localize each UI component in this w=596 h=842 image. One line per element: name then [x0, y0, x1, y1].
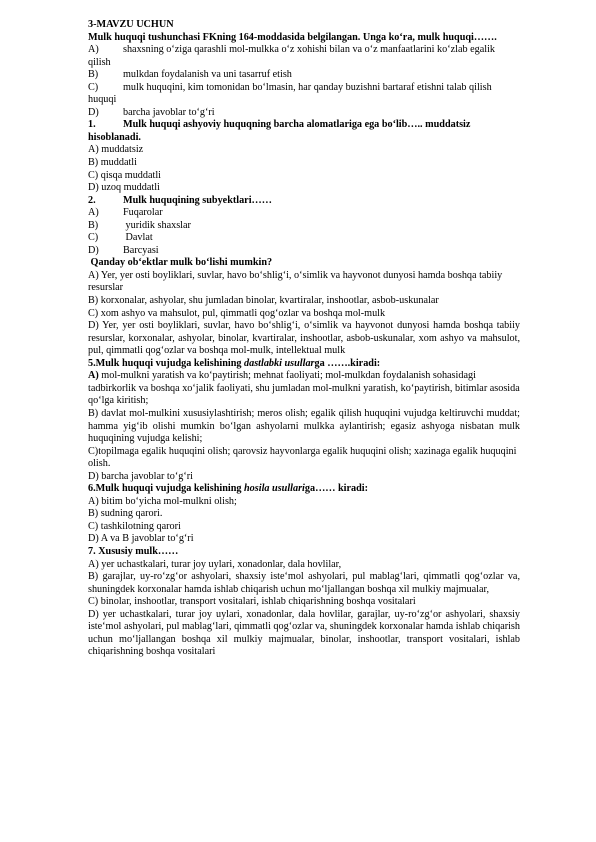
q7-option-a: A) yer uchastkalari, turar joy uylari, xonadonlar, dala hovlilar, [88, 558, 342, 570]
option-text: mulkdan foydalanish va uni tasarruf etish [123, 69, 292, 81]
q0-option-c [88, 82, 520, 107]
q6-option-a: A) bitim boʻyicha mol-mulkni olish; [88, 495, 237, 507]
question-text-end: ga …….kiradi: [314, 357, 381, 369]
question-text-start: 5.Mulk huquqi vujudga kelishining [88, 357, 245, 369]
q1-option-a: A) muddatsiz [88, 144, 144, 156]
option-text: mulk huquqini, kim tomonidan boʻlmasin, har qanday buzishni bartaraf etishni talab qilish huquqi [88, 81, 492, 106]
question-text: Mulk huquqi ashyoviy huquqning barcha alomatlariga ega boʻlib….. muddatsiz hisoblanadi. [88, 119, 471, 143]
option-letter: D) [88, 106, 99, 118]
q3-option-d: D) Yer, yer osti boyliklari, suvlar, havo boʻshligʻi, oʻsimlik va hayvonot dunyosi hamda boshqa tabiiy resurslar, korxonalar, ashyolar, binolar, kvartiralar, inshootlar, asbob-uskunalar, xom ashyo va mahsulot, pul, qimmatli qogʻozlar va boshqa mol-mulk, intellektual mulk [88, 320, 520, 357]
question-7: 7. Xususiy mulk…… [88, 545, 179, 557]
option-letter: C) [88, 81, 99, 93]
q2-option-c [88, 232, 520, 245]
question-5 [88, 358, 520, 371]
option-letter: A) [88, 207, 99, 219]
q5-option-c: C)topilmaga egalik huquqini olish; qarovsiz hayvonlarga egalik huquqini olish; xazinaga egalik huquqini olish. [88, 445, 517, 470]
question-3: Qanday obʻektlar mulk boʻlishi mumkin? [88, 257, 273, 269]
q5-option-a [88, 370, 520, 408]
q3-option-a: A) Yer, yer osti boyliklari, suvlar, havo boʻshligʻi, oʻsimlik va hayvonot dunyosi hamda boshqa tabiiy resurslar [88, 269, 503, 294]
question-2 [88, 195, 520, 208]
option-letter: C) [88, 232, 99, 244]
q2-option-d [88, 245, 520, 258]
q0-option-a-text [88, 44, 520, 69]
question-1 [88, 119, 520, 144]
q6-option-d: D) A va B javoblar toʻgʻri [88, 533, 194, 545]
q0-option-d [88, 107, 520, 120]
question-number: 2. [88, 194, 96, 206]
question-text-start: 6.Mulk huquqi vujudga kelishining [88, 483, 245, 495]
q1-option-c: C) qisqa muddatli [88, 169, 162, 181]
option-text: Barcyasi [123, 244, 159, 256]
q2-option-b [88, 220, 520, 233]
q5-option-b: B) davlat mol-mulkini xususiylashtirish; meros olish; egalik qilish huquqini vujudga keltiruvchi muddat; hamma yigʻib olishi mumkin boʻlgan ashyolarni mulkka aylantirish; egasiz ashyoga nisbatan mulk huquqining vujudga kelishi; [88, 407, 520, 445]
question-6 [88, 483, 520, 496]
question-text-italic: dastlabki usullar [244, 357, 315, 369]
option-letter: D) [88, 244, 99, 256]
doc-title: 3-MAVZU UCHUN [88, 19, 174, 30]
option-letter: A) [88, 370, 99, 382]
question-text: Mulk huquqining subyektlari…… [123, 194, 272, 206]
question-number: 1. [88, 119, 96, 131]
question-text-end: ga…… kiradi: [304, 483, 369, 495]
q3-option-b: B) korxonalar, ashyolar, shu jumladan binolar, kvartiralar, inshootlar, asbob-uskunalar [88, 295, 439, 307]
question-text-italic: hosila usullari [244, 483, 305, 495]
q0-option-a-body: shaxsning oʻziga qarashli mol-mulkka oʻz xohishi bilan va oʻz manfaatlarini koʻzlab egalik qilish [88, 44, 496, 68]
option-letter: A) [88, 44, 99, 56]
option-letter: B) [88, 69, 99, 81]
option-text: barcha javoblar toʻgʻri [123, 106, 215, 118]
option-text: yuridik shaxslar [123, 219, 191, 231]
q1-option-b: B) muddatli [88, 157, 137, 169]
q3-option-c: C) xom ashyo va mahsulot, pul, qimmatli qogʻozlar va boshqa mol-mulk [88, 307, 386, 319]
option-letter: B) [88, 219, 99, 231]
q2-option-a [88, 207, 520, 220]
q6-option-b: B) sudning qarori. [88, 508, 163, 520]
question-0: Mulk huquqi tushunchasi FKning 164-moddasida belgilangan. Unga koʻra, mulk huquqi……. [88, 31, 497, 43]
option-text: mol-mulkni yaratish va koʻpaytirish; mehnat faoliyati; mol-mulkdan foydalanish sohasidagi tadbirkorlik va boshqa xoʻjalik faoliyati, shu jumladan mol-mulkni yaratish, koʻpaytirish, bitimlar asosida qoʻlga kiritish; [88, 370, 520, 407]
q1-option-d: D) uzoq muddatli [88, 182, 160, 194]
q7-option-d: D) yer uchastkalari, turar joy uylari, xonadonlar, dala hovlilar, garajlar, uy-roʻzgʻor ashyolari, shaxsiy isteʻmol ashyolari, pul mablagʻlari, qimmatli qogʻozlar va, shuningdek korxonalar hamda ishlab chiqarish uchun moʻljallangan boshqa xil mulkiy majmualar, binolar, inshootlar, transport vositalari, ishlab chiqarishning boshqa vositalari [88, 608, 520, 658]
option-text: Davlat [123, 232, 153, 244]
q0-option-b [88, 69, 520, 82]
q5-option-d: D) barcha javoblar toʻgʻri [88, 470, 193, 482]
q7-option-b: B) garajlar, uy-roʻzgʻor ashyolari, shaxsiy isteʻmol ashyolari, pul mablagʻlari, qimmatli qogʻozlar va, shuningdek korxonalar hamda ishlab chiqarish uchun moʻljallangan boshqa xil mulkiy majmualar, [88, 571, 520, 595]
option-text: Fuqarolar [123, 207, 163, 219]
q7-option-c: C) binolar, inshootlar, transport vositalari, ishlab chiqarishning boshqa vositalari [88, 596, 416, 608]
q6-option-c: C) tashkilotning qarori [88, 520, 181, 532]
